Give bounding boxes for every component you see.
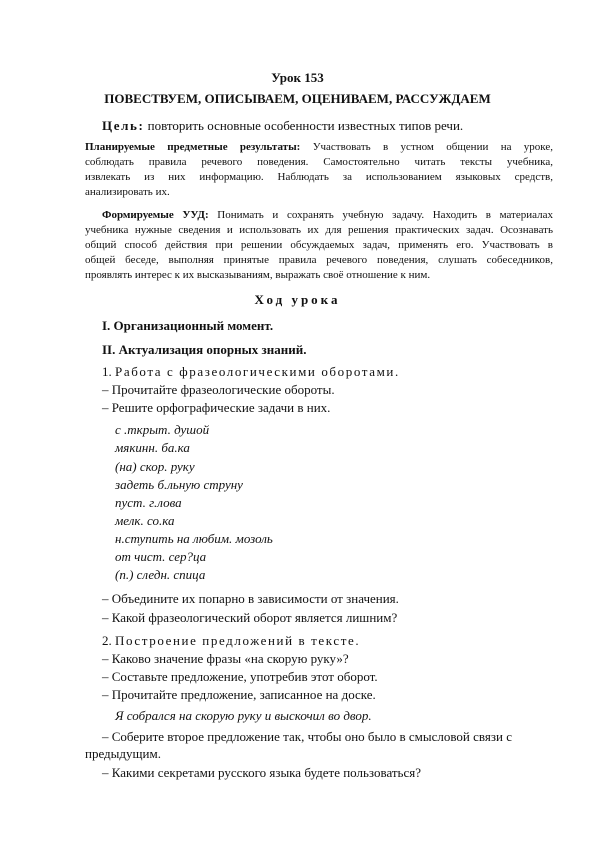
goal-line <box>102 118 463 134</box>
task1-question-1: – Объедините их попарно в зависимости от значения. <box>102 591 399 606</box>
section-organization: I. Организационный момент. <box>102 318 274 333</box>
phrase-5: пуст. г.лова <box>115 495 182 510</box>
uud-line-4: общей беседе, выполняя принятые правила речевого поведения, слушать собеседников, <box>85 254 553 266</box>
planned-results-label: Планируемые предметные результаты: <box>85 141 301 153</box>
uud-label: Формируемые УУД: <box>102 209 209 221</box>
task1-title: Работа с фразеологическими оборотами. <box>115 364 400 379</box>
goal-text: повторить основные особенности известных типов речи. <box>147 118 464 133</box>
planned-results-line-4: анализировать их. <box>85 186 170 198</box>
phrase-2: мякинн. ба.ка <box>115 440 190 455</box>
uud-line-3: общий способ действия при решении обсуждаемых задач, применять его. Участвовать в <box>85 239 553 251</box>
task1-number: 1. <box>102 364 112 379</box>
task1-instruction-1: – Прочитайте фразеологические обороты. <box>102 382 335 397</box>
task1-question-2: – Какой фразеологический оборот является лишним? <box>102 610 398 625</box>
phrase-6: мелк. со.ка <box>115 513 175 528</box>
goal-label: Цель: <box>102 118 145 133</box>
lesson-number: Урок 153 <box>271 70 324 85</box>
phrase-7: н.ступить на любим. мозоль <box>115 531 273 546</box>
uud-line-5: проявлять интерес к их высказываниям, выражать своё отношение к ним. <box>85 269 431 281</box>
phrase-3: (на) скор. руку <box>115 459 195 474</box>
phrase-1: с .ткрыт. душой <box>115 422 210 437</box>
course-heading: Ход урока <box>254 292 341 307</box>
phrase-4: задеть б.льную струну <box>115 477 243 492</box>
task2-continue-line-2: предыдущим. <box>85 746 161 761</box>
planned-results-line-2: соблюдать правила речевого поведения. Самостоятельно читать тексты учебника, <box>85 156 553 168</box>
uud-line-2: учебника нужные сведения и использовать их для решения практических задач. Осознавать <box>85 224 553 236</box>
planned-results-line-3: извлекать из них информацию. Наблюдать за использованием языковых средств, <box>85 171 553 183</box>
planned-results-line-1: Планируемые предметные результаты: Участвовать в устном общении на уроке, <box>85 141 554 153</box>
phrase-8: от чист. сер?ца <box>115 549 207 564</box>
task1-instruction-2: – Решите орфографические задачи в них. <box>102 400 331 415</box>
task2-number: 2. <box>102 633 112 648</box>
task2-example-sentence: Я собрался на скорую руку и выскочил во двор. <box>115 708 372 723</box>
phrase-9: (п.) следн. спица <box>115 567 206 582</box>
task2-title: Построение предложений в тексте. <box>115 633 361 648</box>
task2-question-1: – Каково значение фразы «на скорую руку»? <box>102 651 349 666</box>
task1-heading <box>102 364 400 380</box>
task2-question-3: – Прочитайте предложение, записанное на доске. <box>102 687 376 702</box>
lesson-title: ПОВЕСТВУЕМ, ОПИСЫВАЕМ, ОЦЕНИВАЕМ, РАССУЖДАЕМ <box>104 91 491 106</box>
task2-continue-line-1: – Соберите второе предложение так, чтобы оно было в смысловой связи с <box>102 729 512 744</box>
uud-line-1: Формируемые УУД: Понимать и сохранять учебную задачу. Находить в материалах <box>102 209 553 221</box>
task2-last-question: – Какими секретами русского языка будете пользоваться? <box>102 765 422 780</box>
task2-question-2: – Составьте предложение, употребив этот оборот. <box>102 669 378 684</box>
task2-heading <box>102 633 360 649</box>
section-actualization: II. Актуализация опорных знаний. <box>102 342 307 357</box>
